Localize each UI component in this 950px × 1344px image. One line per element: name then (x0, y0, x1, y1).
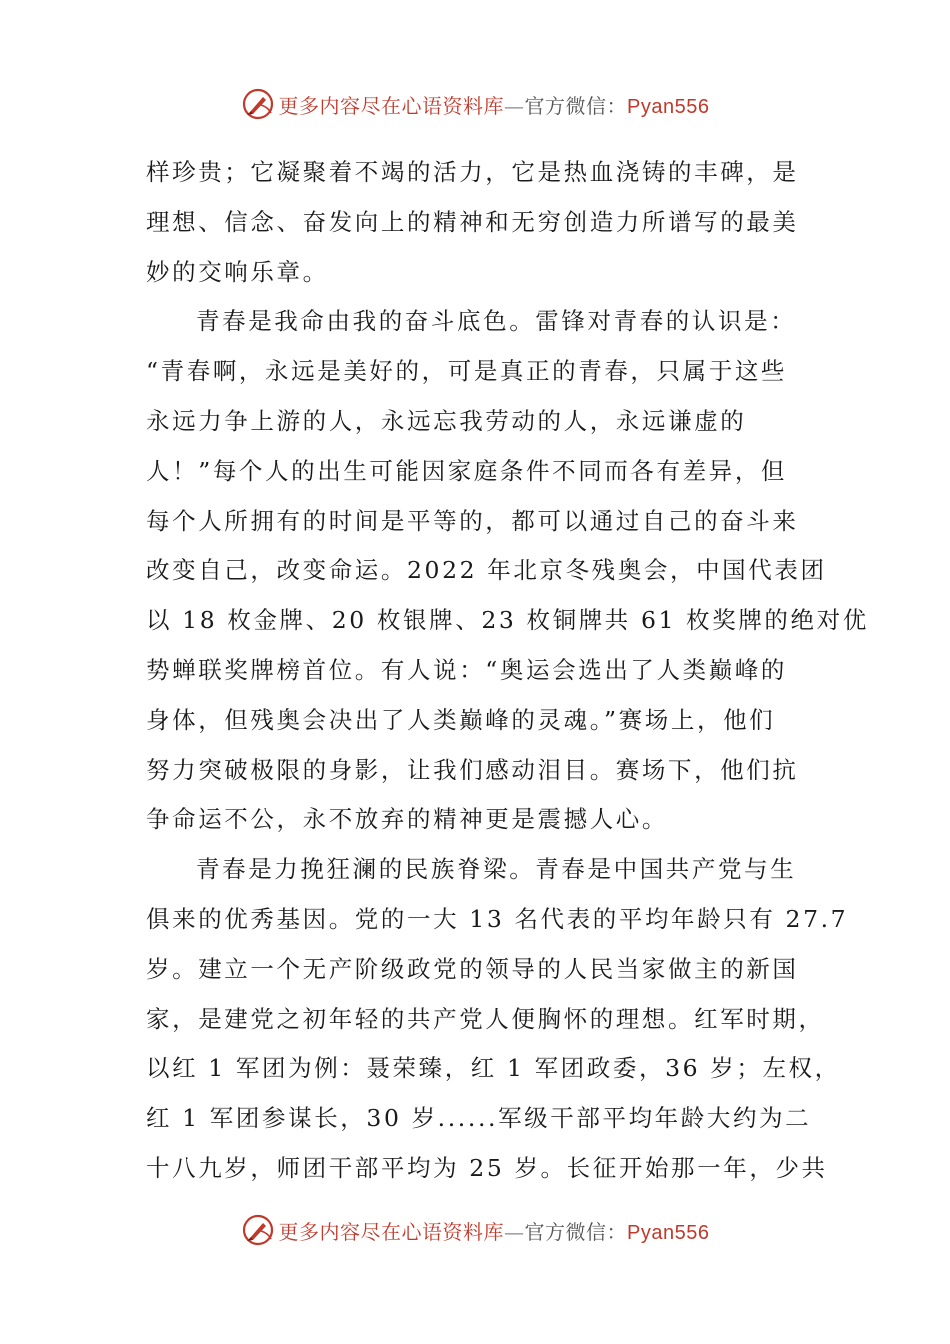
text-line: 理想、信念、奋发向上的精神和无穷创造力所谱写的最美 (146, 207, 799, 236)
text-line: 争命运不公，永不放弃的精神更是震撼人心。 (146, 805, 668, 834)
pen-logo-icon (241, 87, 275, 121)
text-line: 努力突破极限的身影，让我们感动泪目。赛场下，他们抗 (146, 755, 799, 784)
paragraph-start-line: 青春是力挽狂澜的民族脊梁。青春是中国共产党与生 (196, 855, 797, 884)
text-line: 每个人所拥有的时间是平等的，都可以通过自己的奋斗来 (146, 506, 799, 535)
paragraph-start-line: 青春是我命由我的奋斗底色。雷锋对青春的认识是： (196, 307, 797, 336)
watermark-text: 更多内容尽在心语资料库—官方微信：Pyan556 (278, 93, 710, 118)
text-line: 样珍贵；它凝聚着不竭的活力，它是热血浇铸的丰碑，是 (146, 158, 799, 186)
watermark-text: 更多内容尽在心语资料库—官方微信：Pyan556 (278, 1219, 710, 1244)
footer-watermark (0, 1210, 950, 1250)
pen-logo-icon (241, 1213, 275, 1247)
text-line: 身体，但残奥会决出了人类巅峰的灵魂。”赛场上，他们 (146, 705, 776, 734)
text-line: 永远力争上游的人，永远忘我劳动的人，永远谦虚的 (146, 406, 747, 435)
text-line: 妙的交响乐章。 (146, 257, 329, 286)
text-line: 人！”每个人的出生可能因家庭条件不同而各有差异，但 (146, 456, 788, 485)
header-watermark (0, 84, 950, 124)
document-body (146, 148, 869, 1194)
text-line: 以红 1 军团为例：聂荣臻，红 1 军团政委，36 岁；左权， (146, 1054, 841, 1083)
text-line: 改变自己，改变命运。2022 年北京冬残奥会，中国代表团 (146, 556, 827, 585)
text-line: 以 18 枚金牌、20 枚银牌、23 枚铜牌共 61 枚奖牌的绝对优 (146, 606, 869, 635)
text-line: 红 1 军团参谋长，30 岁......军级干部平均年龄大约为二 (146, 1104, 812, 1133)
text-line: “青春啊，永远是美好的，可是真正的青春，只属于这些 (146, 357, 788, 386)
text-line: 岁。建立一个无产阶级政党的领导的人民当家做主的新国 (146, 954, 799, 983)
text-line: 家，是建党之初年轻的共产党人便胸怀的理想。红军时期， (146, 1004, 825, 1033)
text-line: 势蝉联奖牌榜首位。有人说：“奥运会选出了人类巅峰的 (146, 655, 788, 684)
text-line: 十八九岁，师团干部平均为 25 岁。长征开始那一年，少共 (146, 1153, 828, 1182)
text-line: 俱来的优秀基因。党的一大 13 名代表的平均年龄只有 27.7 (146, 904, 849, 933)
